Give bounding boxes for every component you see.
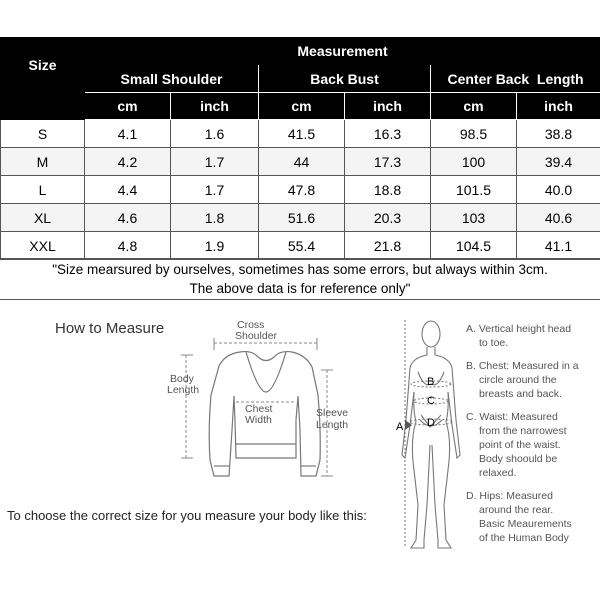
column-header-center-back-length: Center Back Length: [431, 65, 600, 93]
measurement-cell: 17.3: [345, 148, 431, 176]
measurement-cell: 40.6: [517, 204, 600, 232]
measurement-cell: 98.5: [431, 120, 517, 148]
measurement-cell: 20.3: [345, 204, 431, 232]
unit-header: cm: [431, 93, 517, 120]
column-header-small-shoulder: Small Shoulder: [85, 65, 259, 93]
size-cell: L: [1, 176, 85, 204]
size-cell: XL: [1, 204, 85, 232]
legend-line: around the rear.: [479, 504, 554, 516]
marker-b: B: [427, 376, 435, 388]
legend-item: [466, 410, 596, 480]
measurement-cell: 103: [431, 204, 517, 232]
unit-header: inch: [171, 93, 259, 120]
measurement-cell: 4.2: [85, 148, 171, 176]
legend-line: A. Vertical height head: [466, 323, 572, 335]
sleeve-length-label: Sleeve: [316, 407, 349, 419]
measurement-cell: 39.4: [517, 148, 600, 176]
measurement-cell: 21.8: [345, 232, 431, 260]
column-header-back-bust: Back Bust: [259, 65, 431, 93]
unit-header: inch: [345, 93, 431, 120]
legend-line: of the Human Body: [479, 532, 569, 544]
size-cell: XXL: [1, 232, 85, 260]
note-line-1: "Size mearsured by ourselves, sometimes has some errors, but always within 3cm.: [52, 262, 548, 277]
sleeve-length-label: Length: [316, 419, 349, 431]
legend-line: D. Hips: Measured: [466, 490, 553, 502]
unit-header: cm: [259, 93, 345, 120]
measurement-cell: 47.8: [259, 176, 345, 204]
legend-item: [466, 359, 596, 401]
cross-shoulder-label: Cross: [237, 319, 265, 331]
legend-line: Basic Meaurements: [479, 518, 572, 530]
legend-line: from the narrowest: [479, 425, 567, 437]
measurement-cell: 4.1: [85, 120, 171, 148]
measurement-cell: 38.8: [517, 120, 600, 148]
measurement-cell: 41.1: [517, 232, 600, 260]
measurement-cell: 55.4: [259, 232, 345, 260]
measurement-legend: [466, 322, 596, 554]
cross-shoulder-label: Shoulder: [235, 330, 278, 342]
chest-width-label: Width: [245, 414, 272, 426]
marker-d: D: [427, 417, 435, 429]
measurement-cell: 41.5: [259, 120, 345, 148]
legend-line: C. Waist: Measured: [466, 411, 558, 423]
measurement-header: Measurement: [85, 38, 600, 65]
measurement-cell: 4.8: [85, 232, 171, 260]
legend-line: B. Chest: Measured in a: [466, 360, 579, 372]
measurement-cell: 16.3: [345, 120, 431, 148]
measurement-cell: 18.8: [345, 176, 431, 204]
legend-line: breasts and back.: [479, 388, 562, 400]
size-header: Size: [1, 38, 85, 93]
measurement-cell: 4.4: [85, 176, 171, 204]
measurement-cell: 1.9: [171, 232, 259, 260]
measurement-cell: 51.6: [259, 204, 345, 232]
measurement-cell: 100: [431, 148, 517, 176]
chest-width-label: Chest: [245, 403, 273, 415]
body-length-label: Body: [170, 373, 194, 385]
measurement-cell: 1.8: [171, 204, 259, 232]
size-cell: M: [1, 148, 85, 176]
instruction-text: To choose the correct size for you measure your body like this:: [7, 508, 367, 523]
measurement-cell: 104.5: [431, 232, 517, 260]
size-cell: S: [1, 120, 85, 148]
legend-line: point of the waist.: [479, 439, 561, 451]
measurement-cell: 101.5: [431, 176, 517, 204]
unit-header: cm: [85, 93, 171, 120]
measurement-cell: 1.7: [171, 176, 259, 204]
note-line-2: The above data is for reference only": [189, 281, 411, 296]
unit-header: inch: [517, 93, 600, 120]
measurement-cell: 1.6: [171, 120, 259, 148]
measurement-cell: 4.6: [85, 204, 171, 232]
human-body-illustration: [402, 321, 460, 548]
legend-line: to toe.: [479, 337, 509, 349]
legend-line: relaxed.: [479, 467, 517, 479]
body-length-label: Length: [167, 384, 200, 396]
measurement-cell: 1.7: [171, 148, 259, 176]
measurement-cell: 40.0: [517, 176, 600, 204]
legend-line: circle around the: [479, 374, 557, 386]
legend-item: [466, 489, 596, 545]
measurement-cell: 44: [259, 148, 345, 176]
marker-a: A: [396, 421, 404, 433]
legend-item: [466, 322, 596, 350]
how-to-measure-title: How to Measure: [55, 320, 165, 337]
marker-c: C: [427, 395, 435, 407]
legend-line: Body shoould be: [479, 453, 558, 465]
